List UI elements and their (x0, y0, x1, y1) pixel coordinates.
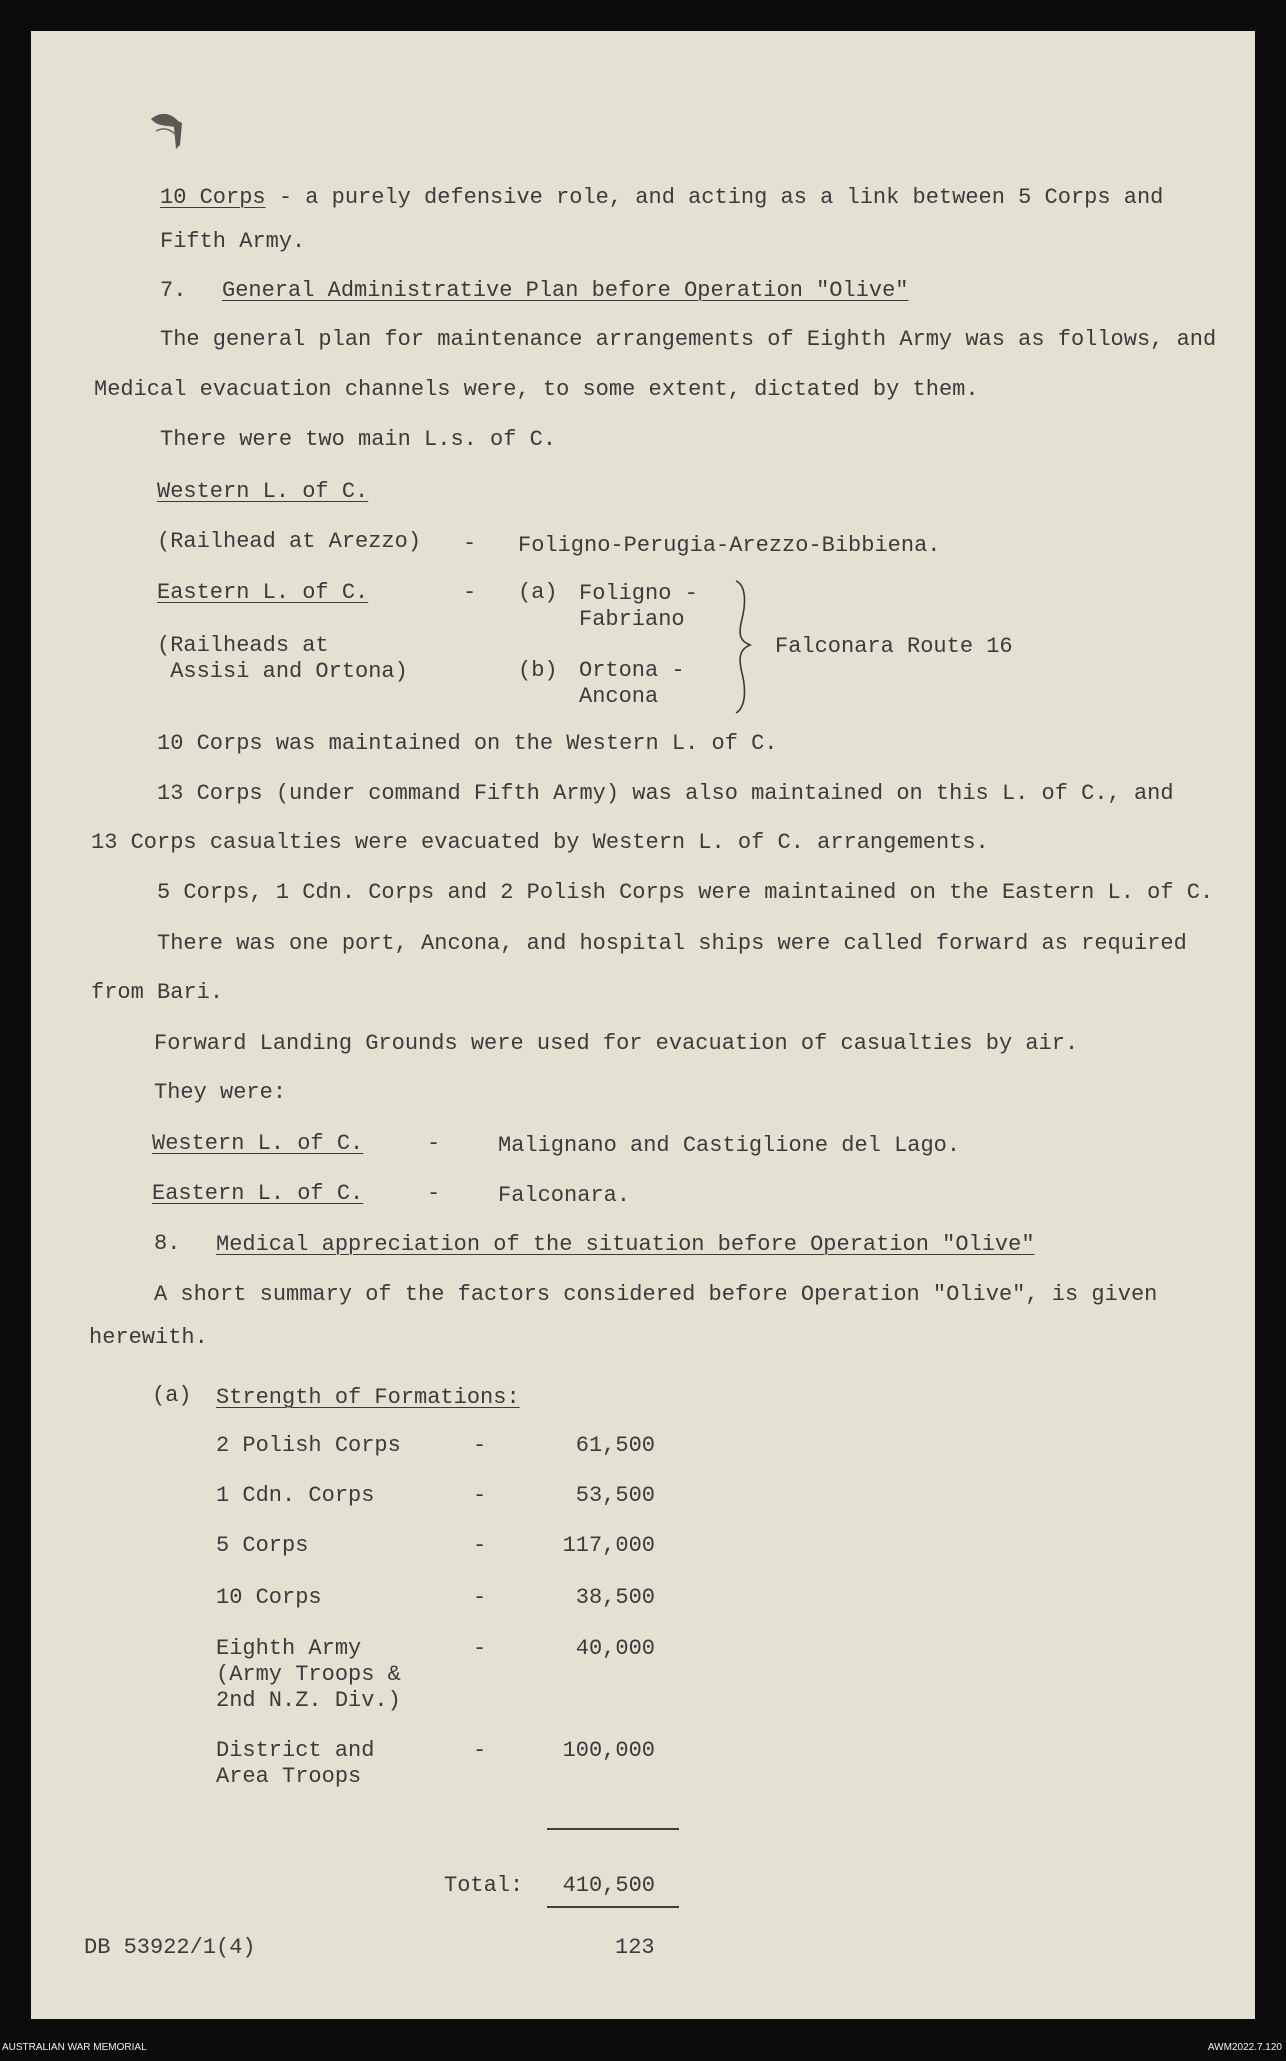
para-10-corps-label: 10 Corps (160, 185, 266, 210)
paper-tear-mark (146, 101, 206, 161)
strength-row-name: 2 Polish Corps (216, 1433, 401, 1458)
landing-east-value: Falconara. (498, 1183, 631, 1208)
strength-row-name: 2nd N.Z. Div.) (216, 1688, 401, 1713)
landing-west-dash: - (427, 1131, 441, 1156)
section-7-paragraph-line: Forward Landing Grounds were used for evacuation of casualties by air. (154, 1031, 1079, 1056)
western-route: Foligno-Perugia-Arezzo-Bibbiena. (518, 533, 941, 558)
eastern-dash: - (463, 580, 477, 605)
archive-credit: AUSTRALIAN WAR MEMORIAL (2, 2042, 147, 2053)
landing-west-label: Western L. of C. (152, 1131, 364, 1156)
section-7-paragraph-line: from Bari. (91, 980, 224, 1005)
strength-row-dash: - (473, 1585, 487, 1610)
section-8-paragraph-line: herewith. (89, 1325, 208, 1350)
falconara-route: Falconara Route 16 (775, 634, 1013, 659)
western-dash: - (463, 531, 477, 556)
total-label: Total: (444, 1873, 524, 1898)
route-b-line: Ancona (579, 684, 659, 709)
section-7-paragraph-line: They were: (154, 1080, 287, 1105)
landing-east-dash: - (427, 1181, 441, 1206)
strength-row-name: (Army Troops & (216, 1662, 401, 1687)
strength-row-name: Eighth Army (216, 1636, 362, 1661)
section-7-paragraph-line: 13 Corps (under command Fifth Army) was also maintained on this L. of C., and (157, 781, 1174, 806)
strength-row-dash: - (473, 1433, 487, 1458)
route-a-line: Foligno - (579, 581, 698, 606)
document-page (31, 31, 1255, 2019)
landing-west-value: Malignano and Castiglione del Lago. (498, 1133, 961, 1158)
para-10-corps-cont: Fifth Army. (160, 229, 306, 254)
strength-row-dash: - (473, 1636, 487, 1661)
strength-row-value: 117,000 (562, 1533, 655, 1558)
eastern-railheads-line: (Railheads at (157, 633, 329, 658)
route-b-label: (b) (518, 658, 558, 683)
strength-row-dash: - (473, 1483, 487, 1508)
section-7-paragraph-line: Medical evacuation channels were, to some extent, dictated by them. (94, 377, 979, 402)
eastern-railheads-line: Assisi and Ortona) (157, 659, 408, 684)
section-7-paragraph-line: 13 Corps casualties were evacuated by Western L. of C. arrangements. (91, 830, 989, 855)
strength-row-name: 10 Corps (216, 1585, 322, 1610)
subsection-a-label: (a) (152, 1383, 192, 1408)
strength-row-name: Area Troops (216, 1764, 362, 1789)
subsection-a-heading: Strength of Formations: (216, 1385, 520, 1410)
total-value: 410,500 (562, 1873, 655, 1898)
section-7-number: 7. (160, 278, 187, 303)
section-8-heading: Medical appreciation of the situation before Operation "Olive" (216, 1232, 1035, 1257)
western-railhead: (Railhead at Arezzo) (157, 529, 422, 554)
landing-east-label: Eastern L. of C. (152, 1181, 364, 1206)
strength-row-dash: - (473, 1533, 487, 1558)
strength-row-name: District and (216, 1738, 375, 1763)
strength-row-value: 38,500 (575, 1585, 655, 1610)
eastern-loc-heading: Eastern L. of C. (157, 580, 369, 605)
section-8-paragraph-line: A short summary of the factors considered before Operation "Olive", is given (154, 1282, 1158, 1307)
strength-row-name: 5 Corps (216, 1533, 309, 1558)
section-7-paragraph-line: The general plan for maintenance arrangements of Eighth Army was as follows, and (160, 327, 1217, 352)
total-rule-top (547, 1828, 679, 1830)
strength-row-value: 40,000 (575, 1636, 655, 1661)
strength-row-dash: - (473, 1738, 487, 1763)
strength-row-name: 1 Cdn. Corps (216, 1483, 375, 1508)
route-b-line: Ortona - (579, 658, 685, 683)
para-10-corps (160, 185, 1163, 211)
strength-row-value: 100,000 (562, 1738, 655, 1763)
total-rule-bottom (547, 1906, 679, 1908)
section-7-heading: General Administrative Plan before Operation "Olive" (222, 278, 909, 303)
section-7-paragraph-line: 5 Corps, 1 Cdn. Corps and 2 Polish Corps were maintained on the Eastern L. of C. (157, 880, 1214, 905)
route-brace (734, 579, 756, 715)
archive-id: AWM2022.7.120 (1207, 2042, 1282, 2053)
strength-row-value: 61,500 (575, 1433, 655, 1458)
para-10-corps-text: - a purely defensive role, and acting as a link between 5 Corps and (265, 185, 1164, 210)
western-loc-heading: Western L. of C. (157, 479, 369, 504)
section-7-paragraph-line: 10 Corps was maintained on the Western L. of C. (157, 731, 778, 756)
section-8-number: 8. (154, 1231, 181, 1256)
route-a-line: Fabriano (579, 607, 685, 632)
section-7-paragraph-line: There was one port, Ancona, and hospital ships were called forward as required (157, 931, 1187, 956)
section-7-paragraph-line: There were two main L.s. of C. (160, 427, 557, 452)
strength-row-value: 53,500 (575, 1483, 655, 1508)
page-number: 123 (615, 1935, 655, 1960)
document-reference: DB 53922/1(4) (84, 1935, 256, 1960)
route-a-label: (a) (518, 580, 558, 605)
